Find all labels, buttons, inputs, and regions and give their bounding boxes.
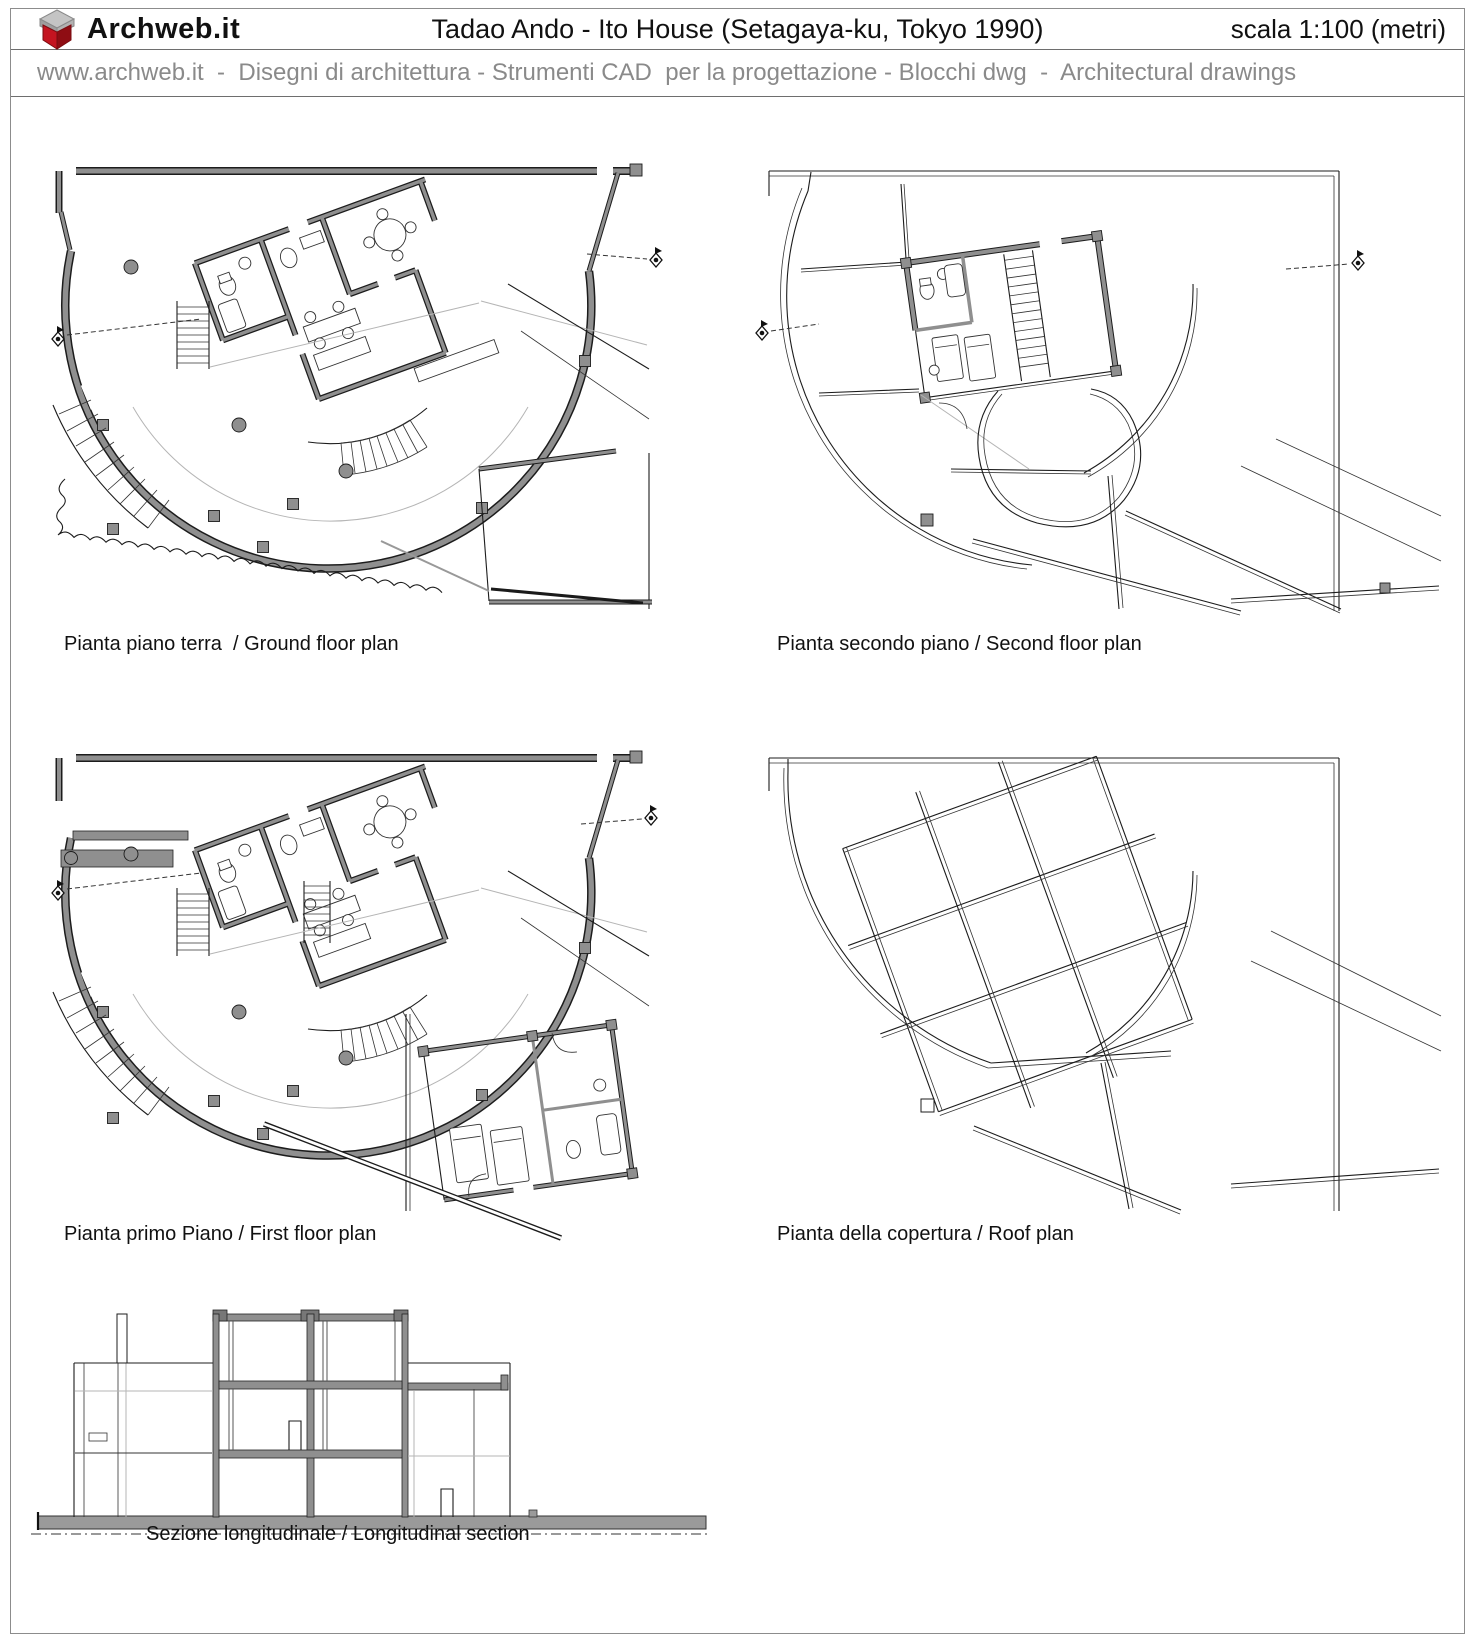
ground-floor-plan-drawing bbox=[52, 164, 662, 609]
second-floor-plan-label: Pianta secondo piano / Second floor plan bbox=[777, 633, 1142, 655]
roof-plan-drawing bbox=[769, 720, 1441, 1214]
sheet-header bbox=[11, 9, 1464, 50]
longitudinal-section-label: Sezione longitudinale / Longitudinal section bbox=[146, 1523, 530, 1545]
sheet-title: Tadao Ando - Ito House (Setagaya-ku, Tokyo 1990) bbox=[431, 13, 1044, 44]
section-cut-marker bbox=[756, 250, 1364, 340]
sheet-subheader bbox=[11, 50, 1464, 97]
longitudinal-section-drawing bbox=[31, 1310, 711, 1534]
site-name: Archweb.it bbox=[87, 12, 241, 45]
second-floor-plan-drawing bbox=[756, 171, 1441, 615]
subheader-text: www.archweb.it - Disegni di architettura - Strumenti CAD per la progettazione - Blocchi dwg - Architectural drawings bbox=[37, 59, 1297, 86]
drawing-sheet bbox=[10, 8, 1465, 1634]
first-floor-plan-label: Pianta primo Piano / First floor plan bbox=[64, 1223, 377, 1245]
sheet-scale: scala 1:100 (metri) bbox=[1230, 13, 1446, 44]
first-floor-plan-drawing bbox=[52, 751, 657, 1238]
plans-canvas bbox=[11, 9, 1464, 1633]
roof-plan-label: Pianta della copertura / Roof plan bbox=[777, 1223, 1074, 1245]
ground-floor-plan-label: Pianta piano terra / Ground floor plan bbox=[64, 633, 399, 655]
section-cut-marker bbox=[52, 247, 662, 346]
